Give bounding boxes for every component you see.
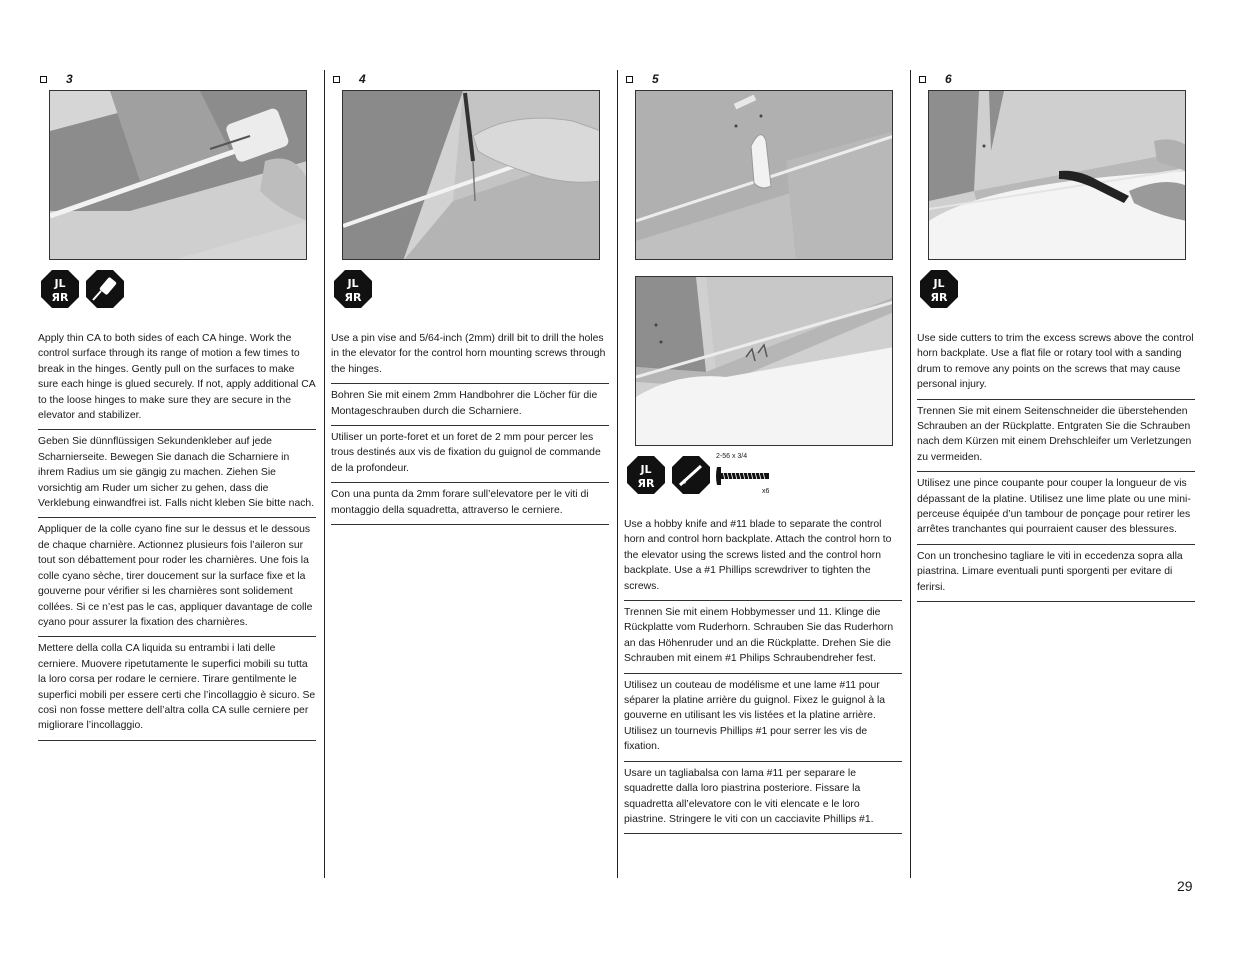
step-6-column (917, 70, 1195, 602)
step-6-photo (928, 90, 1186, 260)
step-header (624, 70, 902, 90)
screw-quantity: x6 (762, 488, 770, 495)
step-number: 3 (66, 72, 73, 86)
screw-size-label: 2-56 x 3/4 (716, 453, 748, 460)
step-5-column (624, 70, 902, 834)
instruction-en: Apply thin CA to both sides of each CA hinge. Work the control surface through its range of motion a few times to break in the hinges. Gently pull on the surfaces to make sure each hinge is glued securely. If not, apply additional CA to the loose hinges to make sure they are secure in the elevator and stabilizer. (38, 327, 316, 430)
step-checkbox[interactable] (333, 76, 340, 83)
step-number: 5 (652, 72, 659, 86)
hinge-icon (919, 269, 959, 309)
instruction-fr: Utilisez un couteau de modélisme et une lame #11 pour séparer la platine arrière du guignol. Fixez le guignol à la gouverne en utilisant les vis listées et la platine arrière. Utilisez un tournevis Phillips #1 pour serrer les vis de fixation. (624, 674, 902, 762)
step-checkbox[interactable] (626, 76, 633, 83)
svg-text:ЯR: ЯR (637, 477, 655, 490)
step-header (331, 70, 609, 90)
instruction-fr: Utilisez une pince coupante pour couper la longueur de vis dépassant de la platine. Utilisez une lime plate ou une mini-perceuse équipée d’un tambour de ponçage pour retirer les arrêtes tranchantes qui pourraient causer des blessures. (917, 472, 1195, 545)
instruction-de: Trennen Sie mit einem Seitenschneider die überstehenden Schrauben an der Rückplatte. Entgraten Sie die Schrauben nach dem Kürzen mit einem Drehschleifer um Verletzungen zu vermeiden. (917, 400, 1195, 473)
hinge-icon (626, 455, 666, 495)
svg-text:ЯR: ЯR (344, 291, 362, 304)
step-header (917, 70, 1195, 90)
step-4-column (331, 70, 609, 525)
instruction-de: Geben Sie dünnflüssigen Sekundenkleber auf jede Scharnierseite. Bewegen Sie danach die Scharniere in ihrem Radius um sie gängig zu machen. Ziehen Sie vorsichtig am Ruder um sicher zu gehen, dass die Verklebung einwandfrei ist. Falls nicht kleben Sie bitte nach. (38, 430, 316, 518)
step-3-column (38, 70, 316, 741)
hobby-knife-icon (671, 455, 711, 495)
page-number: 29 (1177, 878, 1193, 894)
step-5-photo-bottom (635, 276, 893, 446)
step-number: 4 (359, 72, 366, 86)
svg-text:JL: JL (347, 277, 359, 290)
column-divider (324, 70, 325, 878)
instruction-en: Use a pin vise and 5/64-inch (2mm) drill bit to drill the holes in the elevator for the control horn mounting screws through the hinges. (331, 327, 609, 384)
instruction-en: Use side cutters to trim the excess screws above the control horn backplate. Use a flat file or rotary tool with a sanding drum to remove any points on the screws that may cause personal injury. (917, 327, 1195, 400)
instruction-de: Trennen Sie mit einem Hobbymesser und 11. Klinge die Rückplatte vom Ruderhorn. Schrauben Sie das Ruderhorn an das Höhenruder und an die Rückplatte. Drehen Sie die Schrauben mit einem #1 Philips Schraubendreher fest. (624, 601, 902, 674)
step-header (38, 70, 316, 90)
instruction-fr: Appliquer de la colle cyano fine sur le dessus et le dessous de chaque charnière. Actionnez plusieurs fois l’aileron sur tout son débattement pour roder les charnières. Une fois la colle cyano sèche, tirer doucement sur la surface fixe et la gouverne pour vérifier si les charnières sont solidement collées. Si ce n’est pas le cas, appliquer davantage de colle cyano pour assurer la fixation des charnières. (38, 518, 316, 637)
step-5-photo-top (635, 90, 893, 260)
step-checkbox[interactable] (40, 76, 47, 83)
svg-text:ЯR: ЯR (930, 291, 948, 304)
step-checkbox[interactable] (919, 76, 926, 83)
step-number: 6 (945, 72, 952, 86)
instruction-it: Con una punta da 2mm forare sull’elevatore per le viti di montaggio della squadretta, attraverso le cerniere. (331, 483, 609, 525)
instruction-en: Use a hobby knife and #11 blade to separate the control horn and control horn backplate. Attach the control horn to the elevator using the screws listed and the control horn backplate. Use a #1 Phillips screwdriver to tighten the screws. (624, 513, 902, 601)
hinge-icon (40, 269, 80, 309)
svg-text:JL: JL (54, 277, 66, 290)
instruction-it: Usare un tagliabalsa con lama #11 per separare le squadrette dalla loro piastrina posteriore. Fissare la squadretta all’elevatore con le viti elencate e le loro piastrine. Stringere le viti con un cacciavite Phillips #1. (624, 762, 902, 835)
hinge-icon (333, 269, 373, 309)
instruction-de: Bohren Sie mit einem 2mm Handbohrer die Löcher für die Montageschrauben durch die Scharniere. (331, 384, 609, 426)
column-divider (910, 70, 911, 878)
svg-text:JL: JL (933, 277, 945, 290)
step-4-photo (342, 90, 600, 260)
step-3-photo (49, 90, 307, 260)
instruction-it: Con un tronchesino tagliare le viti in eccedenza sopra alla piastrina. Limare eventuali punti sporgenti per evitare di ferirsi. (917, 545, 1195, 602)
instruction-fr: Utiliser un porte-foret et un foret de 2 mm pour percer les trous destinés aux vis de fixation du guignol de commande de la profondeur. (331, 426, 609, 483)
svg-text:ЯR: ЯR (51, 291, 69, 304)
svg-text:JL: JL (640, 463, 652, 476)
ca-glue-icon (85, 269, 125, 309)
instruction-it: Mettere della colla CA liquida su entrambi i lati delle cerniere. Muovere ripetutamente le superfici mobili su tutta la loro corsa per rodare le cerniere. Tirare gentilmente le superfici mobili per essere certi che l’incollaggio è sicuro. Se così non fosse mettere dell’altra colla CA sulle cerniere per migliorare l’incollaggio. (38, 637, 316, 740)
column-divider (617, 70, 618, 878)
